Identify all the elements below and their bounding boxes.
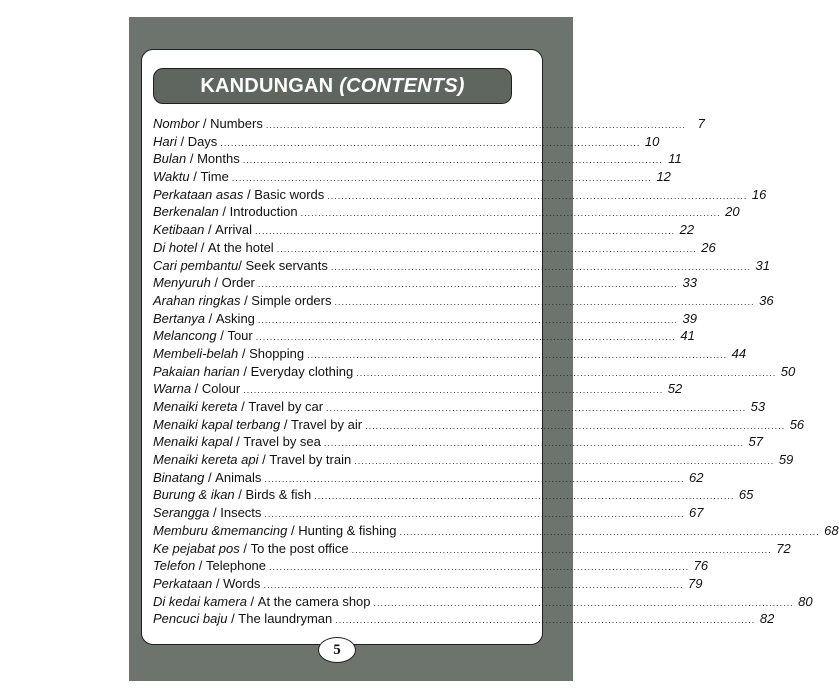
toc-entry-malay: Perkataan: [153, 575, 213, 591]
page-number-badge: [318, 637, 356, 663]
toc-leader-dots: ........................................................................................................................: [356, 367, 777, 378]
toc-entry: [153, 593, 813, 612]
toc-leader-dots: ........................................................................................................................: [354, 456, 775, 467]
toc-entry-page: 50: [780, 363, 796, 379]
toc-entry-english: Insects: [220, 505, 262, 521]
toc-entry-malay: Telefon: [153, 558, 196, 574]
toc-entry-english: Animals: [215, 469, 262, 485]
toc-entry-english: Colour: [201, 381, 241, 397]
toc-entry-page: 10: [644, 133, 660, 149]
toc-entry-malay: Warna: [153, 381, 192, 397]
toc-entry-malay: Di hotel: [153, 239, 198, 255]
toc-entry-separator: /: [197, 239, 208, 255]
toc-entry-english: Shopping: [249, 345, 305, 361]
toc-entry-malay: Pencuci baju: [153, 611, 228, 627]
toc-entry-page: 65: [738, 487, 754, 503]
toc-entry-page: 59: [778, 452, 794, 468]
toc-entry-separator: /: [243, 186, 255, 202]
toc-leader-dots: ........................................................................................................................: [276, 243, 697, 254]
toc-entry-malay: Berkenalan: [153, 204, 219, 220]
toc-entry-separator: /: [238, 345, 250, 361]
toc-entry-page: 79: [688, 575, 703, 591]
toc-entry-page: 52: [667, 381, 683, 397]
toc-entry-page: 12: [656, 169, 671, 185]
toc-entry: [153, 204, 740, 222]
toc-entry-separator: /: [216, 328, 228, 344]
toc-entry: [153, 169, 671, 187]
toc-entry: [153, 381, 683, 399]
toc-entry-separator: /: [204, 222, 216, 238]
toc-leader-dots: ........................................................................................................................: [242, 155, 663, 166]
toc-entry-separator: /: [246, 593, 258, 609]
toc-entry: [153, 345, 747, 364]
toc-entry-english: Tour: [227, 328, 253, 344]
toc-entry-separator: /: [218, 204, 230, 220]
toc-entry-separator: /: [237, 399, 249, 414]
toc-entry-english: Introduction: [229, 204, 298, 220]
toc-entry-page: 62: [689, 469, 704, 485]
toc-leader-dots: ........................................................................................................................: [373, 597, 794, 608]
toc-entry-separator: /: [280, 416, 292, 432]
toc-entry-english: At the hotel: [207, 239, 274, 255]
toc-entry-page: 72: [776, 540, 791, 556]
toc-entry-separator: /: [176, 133, 188, 149]
toc-entry: [153, 611, 775, 629]
toc-entry-english: Arrival: [215, 222, 253, 238]
toc-entry-separator: /: [238, 257, 246, 273]
toc-entry-english: At the camera shop: [257, 593, 371, 609]
toc-entry-separator: /: [240, 292, 252, 308]
toc-entry-malay: Menaiki kapal: [153, 434, 233, 450]
toc-entry-separator: /: [287, 522, 299, 538]
toc-entry-english: Numbers: [210, 116, 263, 131]
toc-leader-dots: ........................................................................................................................: [255, 226, 676, 237]
toc-entry-malay: Hari: [153, 133, 177, 149]
toc-entry-english: Birds & fish: [245, 487, 312, 503]
toc-entry-malay: Menaiki kapal terbang: [153, 416, 281, 432]
toc-entry-english: Travel by train: [269, 452, 352, 468]
toc-entry-english: Seek servants: [245, 257, 328, 273]
toc-entry-separator: /: [191, 381, 202, 397]
toc-entry-malay: Memburu &memancing: [153, 522, 288, 538]
toc-entry-separator: /: [239, 540, 251, 556]
toc-entry-english: Travel by car: [248, 399, 324, 414]
toc-entry-malay: Waktu: [153, 169, 190, 185]
toc-entry: [153, 487, 754, 505]
toc-entry-page: 26: [701, 239, 716, 255]
toc-entry-page: 36: [759, 292, 774, 308]
toc-entry-english: Telephone: [206, 558, 267, 574]
toc-entry-page: 22: [679, 222, 695, 238]
toc-entry-english: Travel by sea: [243, 434, 321, 450]
toc-entry: [153, 469, 704, 488]
toc-entry-english: Days: [187, 133, 218, 149]
toc-leader-dots: ........................................................................................................................: [255, 332, 676, 343]
toc-entry-malay: Menaiki kereta: [153, 399, 238, 414]
toc-entry: [153, 133, 660, 152]
toc-entry: [153, 363, 796, 382]
toc-entry-page: 76: [693, 558, 709, 574]
toc-leader-dots: ........................................................................................................................: [323, 438, 744, 449]
toc-entry-page: 82: [759, 611, 775, 627]
table-of-contents: [153, 116, 839, 629]
toc-leader-dots: ........................................................................................................................: [399, 526, 820, 537]
toc-leader-dots: ........................................................................................................................: [335, 615, 756, 626]
toc-entry: [153, 416, 805, 435]
toc-leader-dots: ........................................................................................................................: [231, 173, 652, 184]
toc-entry-malay: Burung & ikan: [153, 487, 235, 503]
title-main: KANDUNGAN: [200, 74, 334, 97]
toc-entry-malay: Nombor: [153, 116, 200, 131]
toc-entry-page: 20: [725, 204, 740, 220]
toc-entry: [153, 540, 791, 559]
toc-leader-dots: ........................................................................................................................: [300, 208, 721, 219]
toc-entry: [153, 575, 703, 594]
toc-entry-page: 7: [697, 116, 705, 131]
toc-entry-separator: /: [234, 487, 246, 503]
toc-entry-english: Basic words: [254, 186, 325, 202]
toc-leader-dots: ........................................................................................................................: [257, 314, 678, 325]
toc-leader-dots: ........................................................................................................................: [269, 562, 690, 573]
toc-entry-malay: Perkataan asas: [153, 186, 244, 202]
toc-entry: [153, 399, 766, 417]
toc-leader-dots: ........................................................................................................................: [263, 579, 684, 590]
toc-entry-malay: Menaiki kereta api: [153, 452, 259, 468]
toc-leader-dots: ........................................................................................................................: [307, 349, 728, 360]
toc-entry-malay: Cari pembantu: [153, 257, 239, 273]
toc-entry-separator: /: [205, 310, 216, 326]
toc-entry: [153, 222, 695, 240]
toc-entry-separator: /: [212, 575, 224, 591]
toc-entry-english: Simple orders: [251, 292, 332, 308]
toc-leader-dots: ........................................................................................................................: [257, 279, 678, 290]
toc-entry: [153, 257, 770, 276]
toc-entry-malay: Binatang: [153, 469, 205, 485]
toc-leader-dots: ........................................................................................................................: [351, 544, 772, 555]
toc-entry-page: 16: [751, 186, 767, 202]
toc-entry-separator: /: [195, 558, 207, 574]
toc-entry: [153, 558, 709, 576]
toc-entry: [153, 151, 682, 169]
toc-entry-separator: /: [189, 169, 201, 185]
toc-entry: [153, 434, 763, 452]
title-paren: (CONTENTS): [339, 74, 465, 97]
toc-entry-page: 31: [755, 257, 770, 273]
toc-leader-dots: ........................................................................................................................: [314, 491, 735, 502]
toc-entry: [153, 522, 839, 541]
toc-entry-malay: Membeli-belah: [153, 345, 239, 361]
toc-entry: [153, 310, 697, 329]
toc-entry: [153, 328, 695, 346]
toc-leader-dots: ........................................................................................................................: [330, 261, 751, 272]
toc-entry-page: 11: [668, 151, 682, 167]
toc-entry-malay: Melancong: [153, 328, 217, 344]
toc-entry-malay: Ketibaan: [153, 222, 205, 238]
toc-entry-separator: /: [239, 363, 251, 379]
toc-entry-malay: Pakaian harian: [153, 363, 240, 379]
toc-entry-page: 33: [682, 275, 697, 291]
toc-entry-page: 57: [748, 434, 763, 450]
toc-entry-page: 44: [731, 345, 747, 361]
toc-entry: [153, 292, 774, 311]
toc-entry-malay: Serangga: [153, 505, 210, 521]
toc-entry-malay: Menyuruh: [153, 275, 211, 291]
toc-entry-separator: /: [258, 452, 270, 468]
toc-entry-separator: /: [210, 275, 222, 291]
toc-entry-english: Months: [197, 151, 240, 167]
toc-leader-dots: ........................................................................................................................: [365, 420, 786, 431]
toc-entry-separator: /: [186, 151, 198, 167]
toc-leader-dots: ........................................................................................................................: [327, 190, 748, 201]
toc-leader-dots: ........................................................................................................................: [220, 137, 641, 148]
toc-leader-dots: ........................................................................................................................: [264, 473, 685, 484]
toc-entry-english: Everyday clothing: [250, 363, 354, 379]
toc-entry-malay: Arahan ringkas: [153, 292, 241, 308]
toc-entry-separator: /: [232, 434, 244, 450]
toc-entry-english: Asking: [215, 310, 255, 326]
toc-entry-english: Hunting & fishing: [298, 522, 397, 538]
toc-entry-english: Time: [200, 169, 229, 185]
toc-entry-page: 41: [680, 328, 695, 344]
toc-leader-dots: ........................................................................................................................: [264, 509, 685, 520]
page-number: 5: [333, 641, 341, 658]
toc-entry-malay: Di kedai kamera: [153, 593, 247, 609]
toc-entry-malay: Bulan: [153, 151, 187, 167]
toc-entry-page: 80: [798, 593, 813, 609]
toc-entry-separator: /: [199, 116, 211, 131]
toc-entry: [153, 239, 716, 258]
toc-entry: [153, 116, 705, 134]
toc-entry-separator: /: [204, 469, 216, 485]
toc-entry-malay: Ke pejabat pos: [153, 540, 240, 556]
toc-leader-dots: ........................................................................................................................: [326, 403, 747, 413]
toc-entry-page: 68: [824, 522, 839, 538]
toc-entry-malay: Bertanya: [153, 310, 206, 326]
toc-entry-page: 56: [789, 416, 805, 432]
toc-entry-separator: /: [209, 505, 221, 521]
toc-entry-english: To the post office: [250, 540, 349, 556]
toc-entry: [153, 505, 704, 523]
toc-entry: [153, 275, 697, 293]
toc-entry: [153, 452, 794, 470]
toc-entry-page: 53: [750, 399, 766, 414]
toc-entry-english: Words: [223, 575, 261, 591]
toc-entry-page: 67: [689, 505, 704, 521]
toc-leader-dots: ........................................................................................................................: [334, 296, 755, 307]
toc-entry-page: 39: [682, 310, 697, 326]
contents-title-bar: [153, 68, 512, 104]
toc-leader-dots: ........................................................................................................................: [243, 385, 664, 396]
toc-entry: [153, 186, 767, 205]
toc-entry-english: The laundryman: [238, 611, 333, 627]
toc-entry-separator: /: [227, 611, 239, 627]
toc-entry-english: Order: [221, 275, 255, 291]
toc-entry-english: Travel by air: [291, 416, 363, 432]
toc-leader-dots: ........................................................................................................................: [265, 120, 686, 130]
